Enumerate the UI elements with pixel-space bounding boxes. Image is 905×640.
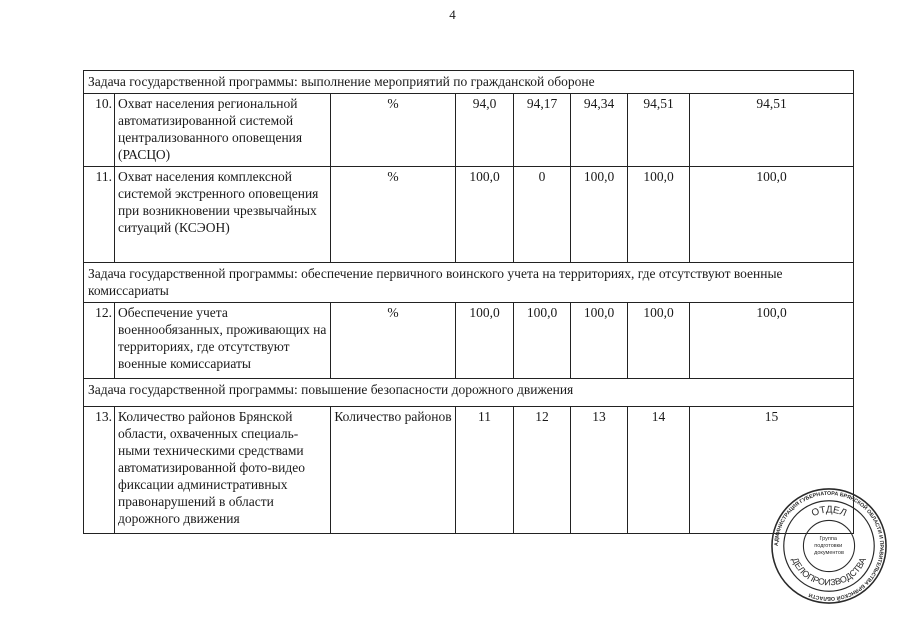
indicator-name: Обеспечение учета военнообязанных, проживающих на территориях, где отсутствуют военные комиссариаты <box>115 303 331 379</box>
task-text: Задача государственной программы: обеспечение первичного воинского учета на территориях, где отсутствуют военные комиссариаты <box>84 263 854 303</box>
stamp-center-line: подготовки <box>814 542 843 549</box>
stamp-top-word: ОТДЕЛ <box>810 504 849 520</box>
value-cell: 0 <box>514 167 571 263</box>
value-cell: 94,0 <box>456 94 514 167</box>
value-cell: 11 <box>456 407 514 534</box>
row-number: 13. <box>84 407 115 534</box>
unit-cell: % <box>331 303 456 379</box>
value-cell: 100,0 <box>571 303 628 379</box>
value-cell: 13 <box>571 407 628 534</box>
value-cell: 100,0 <box>690 167 854 263</box>
indicators-table <box>83 70 854 534</box>
row-number: 11. <box>84 167 115 263</box>
row-number: 10. <box>84 94 115 167</box>
stamp-outer-text: АДМИНИСТРАЦИЯ ГУБЕРНАТОРА БРЯНСКОЙ ОБЛАСТИ И ПРАВИТЕЛЬСТВА БРЯНСКОЙ ОБЛАСТИ <box>773 490 885 602</box>
page-number: 4 <box>449 7 456 22</box>
stamp-center-line: документов <box>814 549 844 556</box>
task-text: Задача государственной программы: повышение безопасности дорожного движения <box>84 379 854 407</box>
table-row <box>84 167 854 263</box>
indicator-name: Количество районов Брянской области, охваченных специаль-ными техническими средствами автоматизированной фото-видео фиксации административных правонарушений в области дорожного движения <box>115 407 331 534</box>
value-cell: 94,51 <box>690 94 854 167</box>
table-row <box>84 94 854 167</box>
indicator-name: Охват населения комплексной системой экстренного оповещения при возникновении чрезвычайных ситуаций (КСЭОН) <box>115 167 331 263</box>
unit-cell: Количество районов <box>331 407 456 534</box>
value-cell: 94,34 <box>571 94 628 167</box>
task-row <box>84 379 854 407</box>
office-stamp <box>770 487 888 605</box>
task-row <box>84 71 854 94</box>
indicator-name: Охват населения региональной автоматизированной системой централизованного оповещения (РАСЦО) <box>115 94 331 167</box>
task-row <box>84 263 854 303</box>
task-text: Задача государственной программы: выполнение мероприятий по гражданской обороне <box>84 71 854 94</box>
value-cell: 100,0 <box>690 303 854 379</box>
unit-cell: % <box>331 167 456 263</box>
table-row <box>84 303 854 379</box>
value-cell: 100,0 <box>456 303 514 379</box>
value-cell: 15 <box>690 407 854 534</box>
value-cell: 94,17 <box>514 94 571 167</box>
value-cell: 100,0 <box>571 167 628 263</box>
value-cell: 100,0 <box>628 167 690 263</box>
value-cell: 12 <box>514 407 571 534</box>
unit-cell: % <box>331 94 456 167</box>
svg-text:ОТДЕЛ <box>810 505 848 520</box>
value-cell: 100,0 <box>456 167 514 263</box>
value-cell: 14 <box>628 407 690 534</box>
stamp-bottom-word: ДЕЛОПРОИЗВОДСТВА <box>789 555 869 588</box>
table-row <box>84 407 854 534</box>
row-number: 12. <box>84 303 115 379</box>
value-cell: 100,0 <box>628 303 690 379</box>
stamp-center-line: Группа <box>819 536 837 543</box>
value-cell: 100,0 <box>514 303 571 379</box>
value-cell: 94,51 <box>628 94 690 167</box>
svg-text:Группа подготовки доку <box>814 536 844 556</box>
